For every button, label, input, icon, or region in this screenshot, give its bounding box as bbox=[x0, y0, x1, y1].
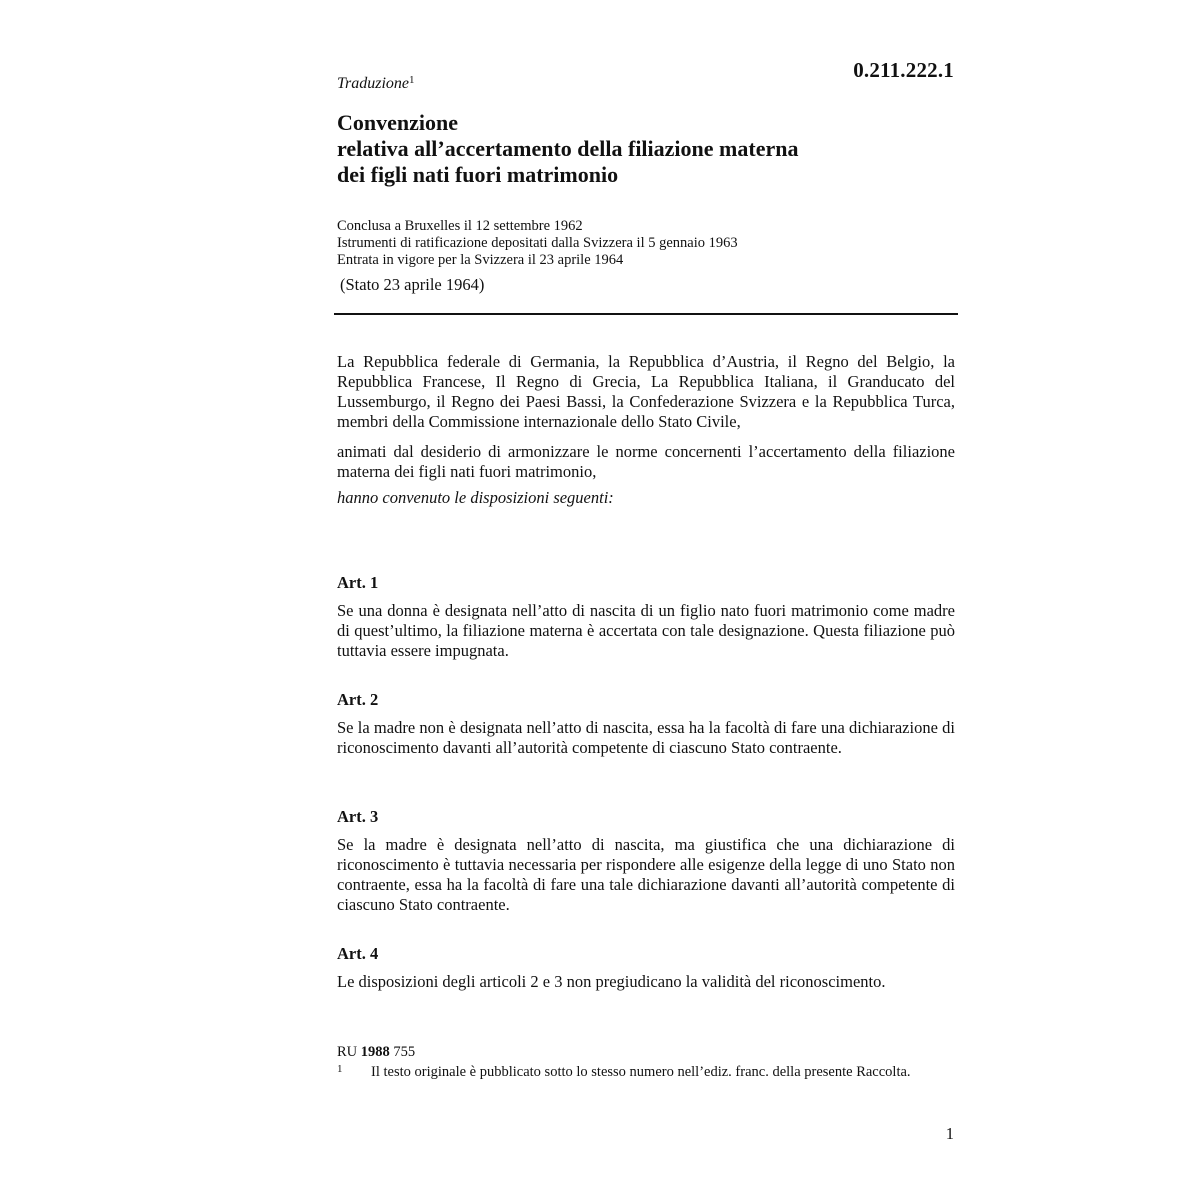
footnote-1 bbox=[337, 1064, 937, 1081]
ru-prefix: RU bbox=[337, 1044, 358, 1060]
footnote-ref[interactable]: 1 bbox=[409, 74, 415, 86]
article-1-heading: Art. 1 bbox=[337, 573, 379, 592]
meta-concluded: Conclusa a Bruxelles il 12 settembre 1962 bbox=[337, 218, 583, 234]
ru-year: 1988 bbox=[360, 1044, 390, 1060]
article-4-text: Le disposizioni degli articoli 2 e 3 non pregiudicano la validità del riconoscimento. bbox=[337, 972, 886, 991]
footnote-text: Il testo originale è pubblicato sotto lo stesso numero nell’ediz. franc. della presente Raccolta. bbox=[371, 1064, 911, 1080]
translation-label bbox=[337, 74, 415, 93]
footnotes bbox=[337, 1044, 937, 1081]
header-divider bbox=[334, 313, 958, 315]
translation-label-text: Traduzione bbox=[337, 75, 410, 92]
preamble-agreement: hanno convenuto le disposizioni seguenti: bbox=[337, 488, 614, 507]
ru-page: 755 bbox=[393, 1044, 416, 1060]
title-line-3: dei figli nati fuori matrimonio bbox=[337, 162, 619, 187]
page-number: 1 bbox=[945, 1124, 954, 1143]
article-1-text: Se una donna è designata nell’atto di nascita di un figlio nato fuori matrimonio come madre di quest’ultimo, la filiazione materna è accertata con tale designazione. Questa filiazione può tuttavia essere impugnata. bbox=[337, 601, 955, 660]
document-metadata bbox=[337, 218, 738, 269]
meta-entry-into-force: Entrata in vigore per la Svizzera il 23 aprile 1964 bbox=[337, 252, 624, 268]
title-line-1: Convenzione bbox=[337, 110, 458, 135]
article-4-heading: Art. 4 bbox=[337, 944, 379, 963]
footnote-number: 1 bbox=[337, 1063, 343, 1075]
preamble-parties: La Repubblica federale di Germania, la Repubblica d’Austria, il Regno del Belgio, la Repubblica Francese, Il Regno di Grecia, La Repubblica Italiana, il Granducato del Lussemburgo, il Regno dei Paesi Bassi, la Confederazione Svizzera e la Repubblica Turca, membri della Commissione internazionale dello Stato Civile, bbox=[337, 352, 955, 431]
document-title bbox=[337, 110, 957, 188]
status-date: (Stato 23 aprile 1964) bbox=[340, 275, 485, 294]
ru-reference bbox=[337, 1044, 937, 1061]
article-3-text: Se la madre è designata nell’atto di nascita, ma giustifica che una dichiarazione di riconoscimento è tuttavia necessaria per rispondere alle esigenze della legge di uno Stato non contraente, essa ha la facoltà di fare una tale dichiarazione davanti all’autorità competente di ciascuno Stato contraente. bbox=[337, 835, 955, 914]
article-2-heading: Art. 2 bbox=[337, 690, 379, 709]
meta-ratification: Istrumenti di ratificazione depositati dalla Svizzera il 5 gennaio 1963 bbox=[337, 235, 738, 251]
preamble-purpose: animati dal desiderio di armonizzare le norme concernenti l’accertamento della filiazione materna dei figli nati fuori matrimonio, bbox=[337, 442, 955, 481]
article-2-text: Se la madre non è designata nell’atto di nascita, essa ha la facoltà di fare una dichiarazione di riconoscimento davanti all’autorità competente di ciascuno Stato contraente. bbox=[337, 718, 955, 757]
article-3-heading: Art. 3 bbox=[337, 807, 379, 826]
title-line-2: relativa all’accertamento della filiazione materna bbox=[337, 136, 799, 161]
sr-number: 0.211.222.1 bbox=[853, 58, 954, 82]
